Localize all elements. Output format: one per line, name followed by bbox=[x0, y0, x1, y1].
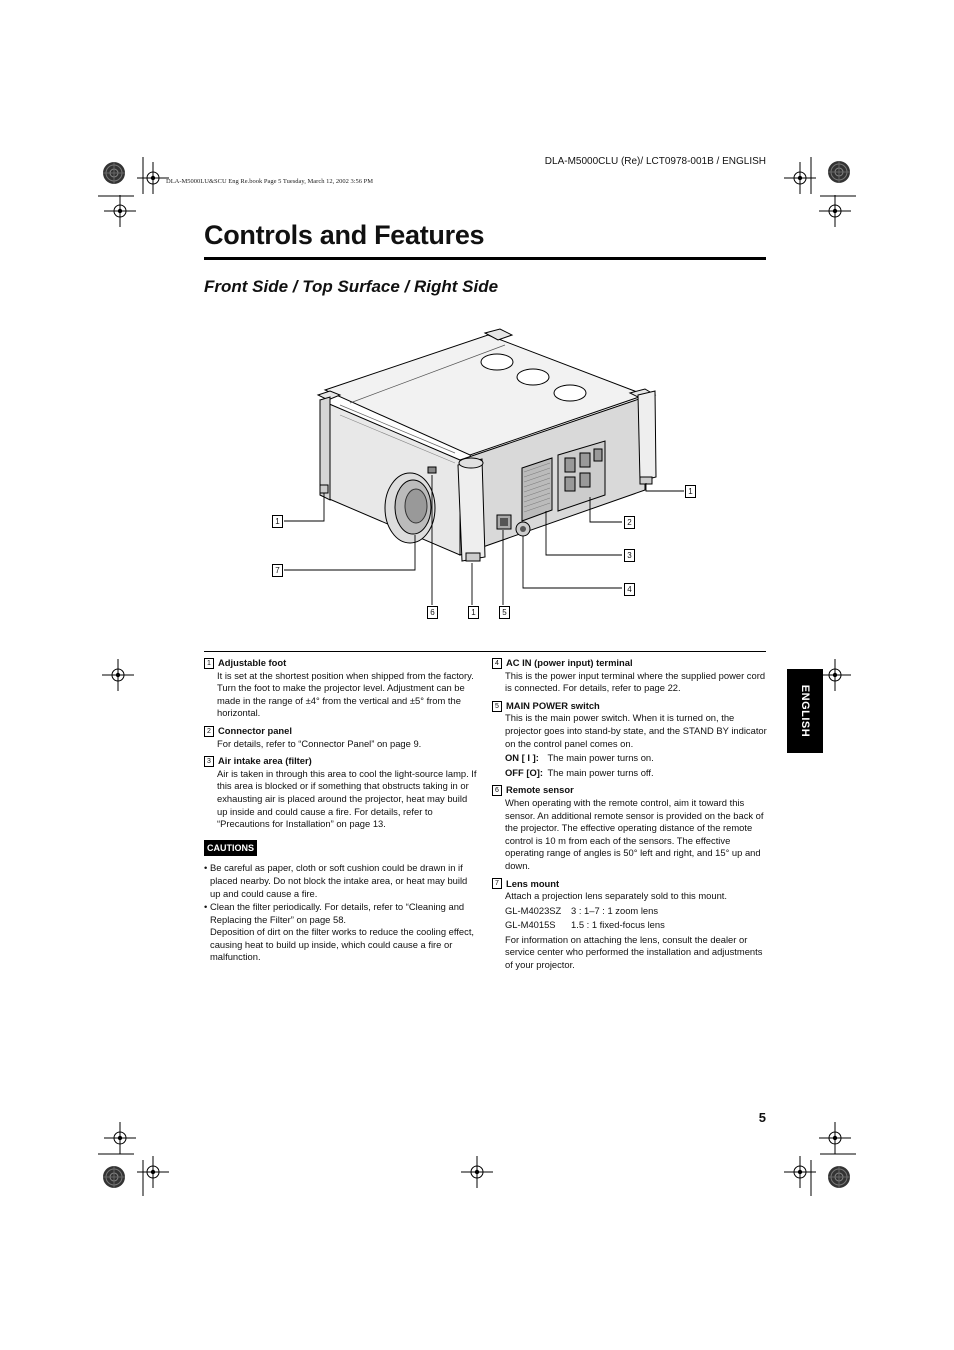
item-number: 4 bbox=[492, 658, 502, 669]
item-remote-sensor bbox=[492, 784, 768, 872]
callout-2: 2 bbox=[624, 516, 635, 529]
item-body: Attach a projection lens separately sold to this mount. bbox=[505, 890, 727, 902]
callout-1-right: 1 bbox=[685, 485, 696, 498]
callout-3: 3 bbox=[624, 549, 635, 562]
on-label: ON [ I ]: bbox=[505, 752, 539, 764]
lens-row bbox=[492, 905, 768, 918]
item-body: It is set at the shortest position when shipped from the factory. Turn the foot to make the projector level. Adjustment can be made in the range of ±4° from the vertical and ±5° from the horizontal. bbox=[217, 669, 474, 719]
item-connector-panel bbox=[204, 725, 480, 750]
item-main-power bbox=[492, 700, 768, 780]
off-label: OFF [O]: bbox=[505, 766, 544, 778]
item-number: 6 bbox=[492, 785, 502, 796]
caution-text: Clean the filter periodically. For details, refer to “Cleaning and Replacing the Filter” on page 58. Deposition of dirt on the filter works to reduce the cooling effect, causing heat to build up inside, which could cause a fire or malfunction. bbox=[210, 901, 475, 963]
print-info: DLA-M5000LU&SCU Eng Re.book Page 5 Tuesday, March 12, 2002 3:56 PM bbox=[166, 178, 374, 185]
item-body: Air is taken in through this area to cool the light-source lamp. If this area is blocked or if something that obstructs taking in or exhausting air is placed around the projector, heat may build up inside and could cause a fire. For details, refer to “Precautions for Installation” on page 13. bbox=[217, 767, 477, 830]
item-number: 5 bbox=[492, 701, 502, 712]
item-adjustable-foot bbox=[204, 657, 480, 720]
caution-text: Be careful as paper, cloth or soft cushion could be drawn in if placed nearby. Do not block the intake area, or heat may build up and could cause a fire. bbox=[210, 862, 468, 899]
cautions-label: CAUTIONS bbox=[204, 840, 257, 857]
callout-7: 7 bbox=[272, 564, 283, 577]
language-tab bbox=[787, 669, 823, 753]
item-heading: Lens mount bbox=[506, 877, 560, 889]
section-subtitle: Front Side / Top Surface / Right Side bbox=[204, 277, 499, 296]
callout-1-left: 1 bbox=[272, 515, 283, 528]
lens-row bbox=[492, 919, 768, 932]
item-lens-mount bbox=[492, 878, 768, 972]
callout-1-bottom: 1 bbox=[468, 606, 479, 619]
item-number: 2 bbox=[204, 726, 214, 737]
left-column bbox=[204, 657, 480, 965]
lens-model: GL-M4023SZ bbox=[505, 904, 562, 916]
lens-model: GL-M4015S bbox=[505, 919, 556, 931]
item-body: For details, refer to “Connector Panel” on page 9. bbox=[217, 737, 422, 749]
off-text: The main power turns off. bbox=[547, 766, 654, 778]
item-ac-in bbox=[492, 657, 768, 695]
lens-note: For information on attaching the lens, consult the dealer or service center who performed the installation and adjustments of your projector. bbox=[505, 933, 763, 971]
item-number: 1 bbox=[204, 658, 214, 669]
power-on-line bbox=[492, 752, 768, 765]
page-number: 5 bbox=[758, 1110, 766, 1125]
item-heading: AC IN (power input) terminal bbox=[506, 657, 633, 668]
callout-5: 5 bbox=[499, 606, 510, 619]
lens-desc: 1.5 : 1 fixed-focus lens bbox=[571, 919, 665, 931]
item-number: 3 bbox=[204, 756, 214, 767]
section-rule bbox=[204, 651, 766, 652]
language-tab-label: ENGLISH bbox=[799, 684, 811, 738]
on-text: The main power turns on. bbox=[547, 752, 654, 764]
title-rule bbox=[204, 257, 766, 260]
item-heading: Remote sensor bbox=[506, 784, 574, 796]
item-body: This is the main power switch. When it is turned on, the projector goes into stand-by state, and the STAND BY indicator on the control panel comes on. bbox=[505, 712, 767, 749]
callout-4: 4 bbox=[624, 583, 635, 596]
right-column bbox=[492, 657, 768, 977]
item-number: 7 bbox=[492, 878, 502, 889]
caution-bullet: • Be careful as paper, cloth or soft cushion could be drawn in if placed nearby. Do not block the intake area, or heat may build up and could cause a fire. bbox=[204, 862, 468, 899]
document-code: DLA-M5000CLU (Re)/ LCT0978-001B / ENGLISH bbox=[544, 156, 766, 167]
callout-6: 6 bbox=[427, 606, 438, 619]
item-heading: Adjustable foot bbox=[218, 657, 287, 668]
item-heading: Air intake area (filter) bbox=[218, 755, 312, 767]
item-heading: MAIN POWER switch bbox=[506, 699, 600, 711]
item-air-intake bbox=[204, 755, 480, 831]
page-title: Controls and Features bbox=[204, 220, 485, 250]
item-body: This is the power input terminal where the supplied power cord is connected. For details, refer to page 22. bbox=[505, 669, 766, 694]
item-body: When operating with the remote control, aim it toward this sensor. An additional remote sensor is provided on the back of the projector. The effective operating distance of the remote control is 10 m from each of the sensors. The effective operating range of angles is 50° left and right, and 15° up and down. bbox=[505, 796, 764, 871]
item-heading: Connector panel bbox=[218, 724, 292, 736]
projector-illustration bbox=[260, 325, 710, 625]
power-off-line bbox=[492, 767, 768, 780]
lens-desc: 3 : 1–7 : 1 zoom lens bbox=[571, 904, 659, 916]
caution-bullet: • Clean the filter periodically. For details, refer to “Cleaning and Replacing the Filter” on page 58. Deposition of dirt on the filter works to reduce the cooling effect, causing heat to build up inside, which could cause a fire or malfunction. bbox=[204, 901, 475, 963]
